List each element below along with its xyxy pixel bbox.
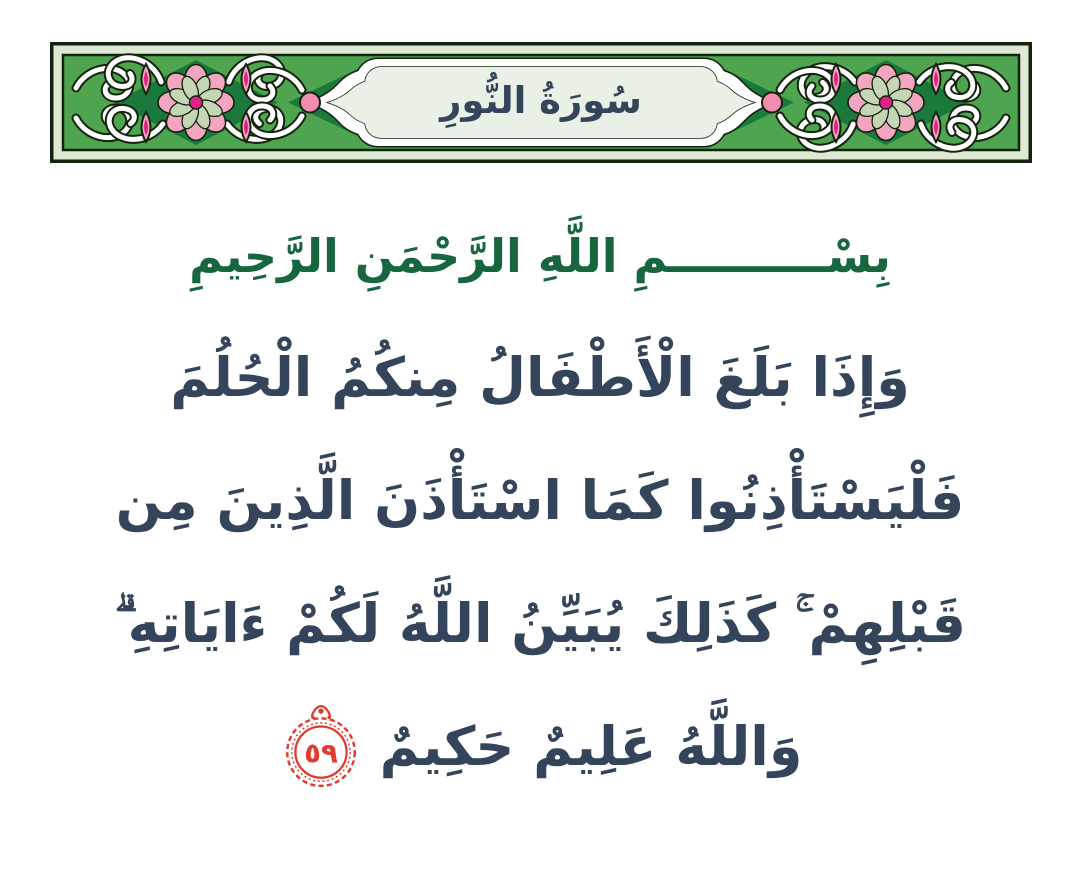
verse-line-4 bbox=[0, 685, 1080, 808]
verse-text bbox=[0, 316, 1080, 808]
verse-number: ٥٩ bbox=[303, 735, 338, 769]
verse-line-4-text: وَاللَّهُ عَلِيمٌ حَكِيمٌ bbox=[379, 715, 803, 778]
surah-header-banner bbox=[50, 42, 1032, 163]
verse-number-medallion bbox=[278, 704, 364, 790]
surah-title: سُورَةُ النُّورِ bbox=[440, 78, 642, 122]
verse-line-2: فَلْيَسْتَأْذِنُوا كَمَا اسْتَأْذَنَ الَّذِينَ مِن bbox=[115, 469, 965, 532]
verse-line-1: وَإِذَا بَلَغَ الْأَطْفَالُ مِنكُمُ الْحُلُمَ bbox=[170, 346, 910, 409]
bismillah-text: بِسْــــــــــمِ اللَّهِ الرَّحْمَنِ الرَّحِيمِ bbox=[189, 229, 891, 283]
verse-line-3: قَبْلِهِمْ ۚ كَذَلِكَ يُبَيِّنُ اللَّهُ لَكُمْ ءَايَاتِهِ ۗ bbox=[114, 591, 966, 655]
